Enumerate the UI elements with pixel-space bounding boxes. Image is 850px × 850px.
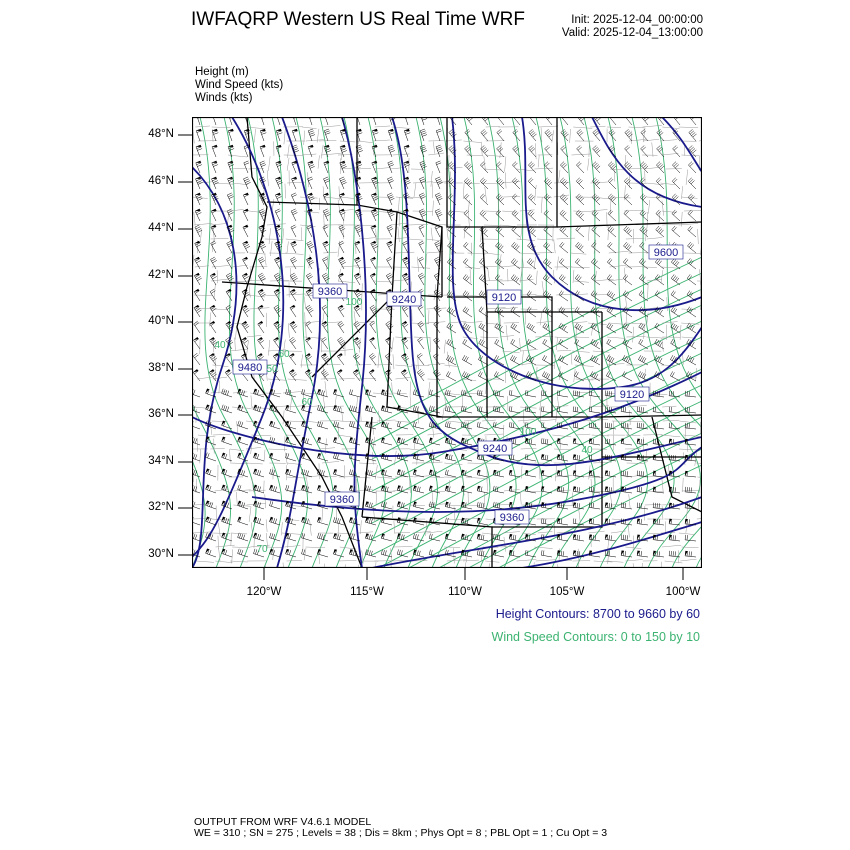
- wind-contour-label: 50: [266, 364, 278, 375]
- valid-time: Valid: 2025-12-04_13:00:00: [561, 27, 703, 39]
- wind-speed-contour: [372, 465, 702, 568]
- state-border: [652, 417, 702, 512]
- height-contour-label: 9120: [491, 292, 517, 304]
- height-contour: [662, 117, 702, 172]
- height-contour-label: 9240: [482, 443, 508, 455]
- init-time: Init: 2025-12-04_00:00:00: [571, 14, 703, 26]
- wind-contour-info: Wind Speed Contours: 0 to 150 by 10: [491, 630, 700, 644]
- wind-contour-label: 70: [256, 544, 268, 555]
- field-label-height: Height (m): [195, 66, 249, 78]
- state-border: [602, 415, 702, 417]
- height-contour-label: 9600: [653, 247, 679, 259]
- lon-tick-label: 100°W: [665, 586, 701, 598]
- map-plot: [192, 117, 702, 568]
- lat-tick-label: 48°N: [148, 128, 174, 140]
- height-contour-info: Height Contours: 8700 to 9660 by 60: [495, 607, 700, 621]
- field-label-winds: Winds (kts): [195, 92, 253, 104]
- lat-tick-label: 46°N: [148, 175, 174, 187]
- state-border: [482, 227, 487, 312]
- lat-tick-label: 36°N: [148, 408, 174, 420]
- wind-speed-contour: [372, 305, 702, 475]
- wind-contour-label: 60: [301, 397, 313, 408]
- height-contour-label: 9360: [317, 286, 343, 298]
- height-contour-label: 9240: [391, 294, 417, 306]
- lat-tick-label: 38°N: [148, 362, 174, 374]
- wind-contour-label: 40: [581, 445, 593, 456]
- lat-tick-label: 40°N: [148, 315, 174, 327]
- height-contour-label: 9480: [237, 362, 263, 374]
- lon-tick-label: 115°W: [350, 586, 384, 598]
- plot-title: IWFAQRP Western US Real Time WRF: [191, 9, 525, 30]
- lat-tick-label: 34°N: [148, 455, 174, 467]
- lon-tick-label: 105°W: [549, 586, 585, 598]
- lat-tick-label: 32°N: [148, 501, 174, 513]
- lon-tick-label: 120°W: [246, 586, 282, 598]
- height-contour: [372, 497, 702, 568]
- field-label-wind-speed: Wind Speed (kts): [195, 79, 284, 91]
- height-contour-label: 9120: [619, 389, 645, 401]
- wind-contour-label: 100: [519, 427, 537, 438]
- footer-model: OUTPUT FROM WRF V4.6.1 MODEL: [194, 816, 372, 828]
- map-canvas: [192, 117, 702, 568]
- wind-contour-label: 40: [214, 340, 226, 351]
- height-contour: [192, 372, 702, 456]
- height-contour-label: 9360: [329, 494, 355, 506]
- height-contour: [192, 167, 236, 568]
- height-contour-label: 9360: [499, 512, 525, 524]
- lon-tick-label: 110°W: [448, 586, 482, 598]
- wind-contour-label: 100: [345, 297, 363, 308]
- height-contour: [592, 117, 702, 207]
- wind-speed-contour: [372, 401, 702, 568]
- wind-speed-contour: [372, 385, 702, 555]
- lat-tick-label: 42°N: [148, 269, 174, 281]
- footer-config: WE = 310 ; SN = 275 ; Levels = 38 ; Dis = 8km ; Phys Opt = 8 ; PBL Opt = 1 ; Cu Opt = 3: [194, 827, 608, 839]
- wind-speed-contour: [512, 117, 595, 568]
- state-border: [447, 117, 557, 227]
- lat-tick-label: 44°N: [148, 222, 174, 234]
- lat-tick-label: 30°N: [148, 548, 174, 560]
- wind-speed-contour: [608, 117, 700, 568]
- wind-contour-label: 60: [278, 349, 290, 360]
